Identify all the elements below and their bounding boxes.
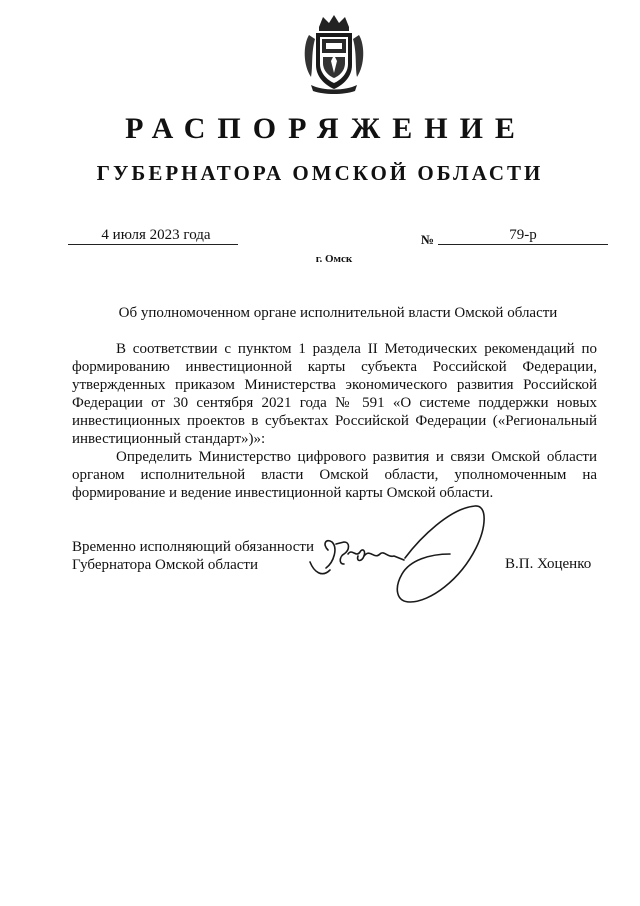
document-date: 4 июля 2023 года (68, 226, 238, 245)
document-number-label: № (421, 232, 435, 247)
coat-of-arms-icon (299, 13, 369, 95)
signatory-position-line-1: Временно исполняющий обязанности (72, 539, 315, 555)
body-paragraph-2: Определить Министерство цифрового развития и связи Омской области органом исполнительной власти Омской области, уполномоченным на формирование и ведение инвестиционной карты Омской области. (72, 449, 597, 501)
document-subtitle: ГУБЕРНАТОРА ОМСКОЙ ОБЛАСТИ (96, 161, 544, 185)
signatory-position (72, 538, 314, 574)
document-number: 79-р (438, 226, 608, 245)
document-body (72, 340, 597, 502)
document-title: РАСПОРЯЖЕНИЕ (125, 112, 527, 145)
body-paragraph-1: В соответствии с пунктом 1 раздела II Методических рекомендаций по формированию инвестиционной карты субъекта Российской Федерации, утвержденных приказом Министерства экономического развития Российской Федерации от 30 сентября 2021 года № 591 «О системе поддержки новых инвестиционных проектов в субъектах Российской Федерации («Региональный инвестиционный стандарт»)»: (72, 341, 597, 447)
signatory-name: В.П. Хоценко (505, 556, 592, 572)
handwritten-signature-icon (300, 498, 490, 610)
document-city: г. Омск (315, 253, 353, 265)
signatory-position-line-2: Губернатора Омской области (72, 557, 258, 573)
document-subject: Об уполномоченном органе исполнительной власти Омской области (118, 305, 558, 321)
